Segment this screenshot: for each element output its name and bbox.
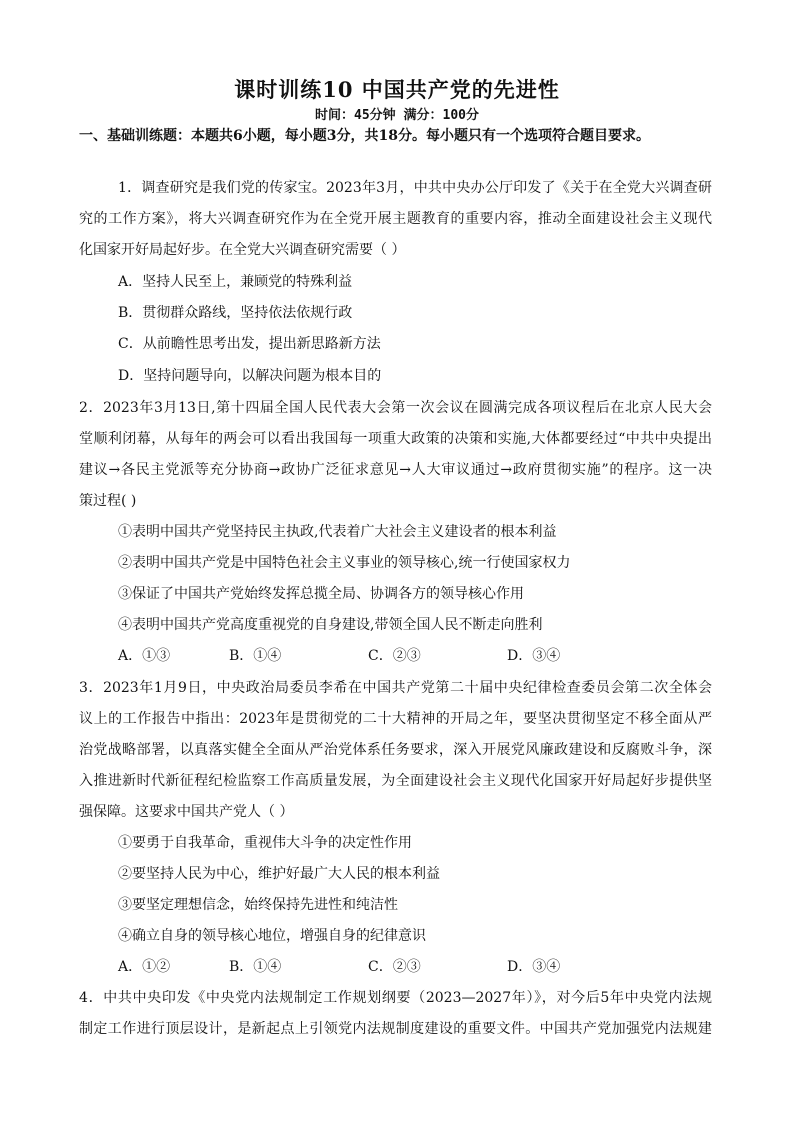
statement-4: ④表明中国共产党高度重视党的自身建设,带领全国人民不断走向胜利 [118,617,543,633]
question-text-line: 入推进新时代新征程纪检监察工作高质量发展，为全面建设社会主义现代化国家开好局起好步提供坚 [79,773,712,789]
statement-4: ④确立自身的领导核心地位，增强自身的纪律意识 [118,928,426,944]
question-text-line: 2．2023年3月13日,第十四届全国人民代表大会第一次会议在圆满完成各项议程后在北京人民大会 [79,400,712,416]
choice-b: B．①④ [229,648,282,664]
option-c: C．从前瞻性思考出发，提出新思路新方法 [118,336,381,352]
question-text-line: 治党战略部署，以真落实健全全面从严治党体系任务要求，深入开展党风廉政建设和反腐败斗争，深 [79,742,712,758]
choice-a: A．①③ [118,648,171,664]
statement-2: ②表明中国共产党是中国特色社会主义事业的领导核心,统一行使国家权力 [118,555,571,571]
option-a: A．坚持人民至上，兼顾党的特殊利益 [118,274,353,290]
choice-c: C．②③ [368,648,421,664]
choice-d: D．③④ [507,959,561,975]
question-text-line: 制定工作进行顶层设计，是新起点上引领党内法规制度建设的重要文件。中国共产党加强党内法规建 [79,1021,712,1037]
choice-d: D．③④ [507,648,561,664]
question-text-line: 1．调查研究是我们党的传家宝。2023年3月，中共中央办公厅印发了《关于在全党大兴调查研 [118,180,712,196]
question-text-line: 3．2023年1月9日，中央政治局委员李希在中国共产党第二十届中央纪律检查委员会第二次全体会 [79,680,712,696]
option-d: D．坚持问题导向，以解决问题为根本目的 [118,368,382,384]
time-score-info: 时间：45分钟 满分：100分 [315,108,479,123]
page-title: 课时训练10 中国共产党的先进性 [234,77,560,102]
question-text-line: 究的工作方案》，将大兴调查研究作为在全党开展主题教育的重要内容，推动全面建设社会主义现代 [79,211,712,227]
choice-a: A．①② [118,959,171,975]
statement-3: ③保证了中国共产党始终发挥总揽全局、协调各方的领导核心作用 [118,586,524,602]
statement-1: ①表明中国共产党坚持民主执政,代表着广大社会主义建设者的根本利益 [118,524,557,540]
question-text-line: 强保障。这要求中国共产党人（ ） [79,804,294,820]
statement-1: ①要勇于自我革命，重视伟大斗争的决定性作用 [118,835,412,851]
option-b: B．贯彻群众路线，坚持依法依规行政 [118,305,353,321]
question-text-line: 议上的工作报告中指出：2023年是贯彻党的二十大精神的开局之年，要坚决贯彻坚定不移全面从严 [79,711,712,727]
choice-c: C．②③ [368,959,421,975]
question-text-line: 4．中共中央印发《中央党内法规制定工作规划纲要（2023—2027年）》，对今后5年中央党内法规 [79,990,712,1006]
question-text-line: 建议→各民主党派等充分协商→政协广泛征求意见→人大审议通过→政府贯彻实施”的程序。这一决 [79,462,712,478]
statement-3: ③要坚定理想信念，始终保持先进性和纯洁性 [118,897,398,913]
question-text-line: 化国家开好局起好步。在全党大兴调查研究需要（ ） [79,242,406,258]
statement-2: ②要坚持人民为中心，维护好最广大人民的根本利益 [118,866,440,882]
section-heading: 一、基础训练题：本题共6小题，每小题3分，共18分。每小题只有一个选项符合题目要求。 [79,128,650,144]
question-text-line: 策过程( ) [79,493,137,509]
question-text-line: 堂顺利闭幕，从每年的两会可以看出我国每一项重大政策的决策和实施,大体都要经过“中共中央提出 [79,431,712,447]
choice-b: B．①④ [229,959,282,975]
